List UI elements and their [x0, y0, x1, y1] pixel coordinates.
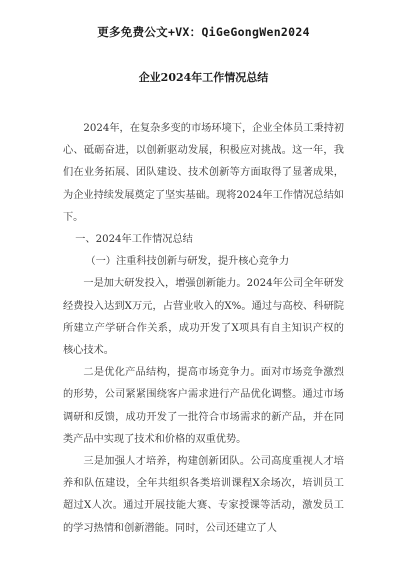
intro-paragraph: 2024年，在复杂多变的市场环境下，企业全体员工秉持初心、砥砺奋进，以创新驱动发展，积极应对挑战。这一年，我们在业务拓展、团队建设、技术创新等方面取得了显著成果，为企业持续发展奠定了坚实基础。现将2024年工作情况总结如下。: [63, 123, 344, 223]
section-heading: 一、2024年工作情况总结: [75, 234, 193, 246]
body-paragraph-product: 二是优化产品结构，提高市场竞争力。面对市场竞争激烈的形势，公司紧紧围绕客户需求进行产品优化调整。通过市场调研和反馈，成功开发了一批符合市场需求的新产品，并在同类产品中实现了技术和价格的双重优势。: [63, 367, 344, 445]
document-body: [63, 118, 344, 540]
body-paragraph-talent: 三是加强人才培养，构建创新团队。公司高度重视人才培养和队伍建设，全年共组织各类培训课程X余场次，培训员工超过X人次。通过开展技能大赛、专家授课等活动，激发员工的学习热情和创新潜能。同时，公司还建立了人: [63, 456, 344, 534]
header-promo-note: 更多免费公文+VX：QiGeGongWen2024: [97, 25, 310, 39]
subsection-heading: （一）注重科技创新与研发，提升核心竞争力: [85, 256, 290, 268]
body-paragraph-rd: 一是加大研发投入，增强创新能力。2024年公司全年研发经费投入达到X万元，占营业收入的X%。通过与高校、科研院所建立产学研合作关系，成功开发了X项具有自主知识产权的核心技术。: [63, 278, 344, 357]
document-title: 企业2024年工作情况总结: [138, 71, 269, 84]
